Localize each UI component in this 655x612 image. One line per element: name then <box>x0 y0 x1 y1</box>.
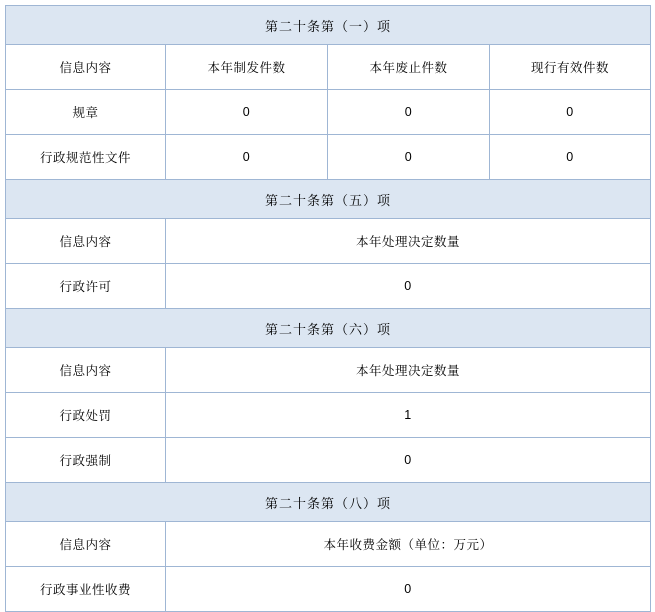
column-header-row-1 <box>6 45 651 90</box>
column-header-row-3 <box>6 348 651 393</box>
column-header-row-4 <box>6 522 651 567</box>
section-heading-1: 第二十条第（一）项 <box>6 6 651 45</box>
section-heading-row <box>6 180 651 219</box>
column-header-info-content-1: 信息内容 <box>6 45 166 90</box>
section-heading-row <box>6 483 651 522</box>
cell-regulations-issued: 0 <box>166 90 328 135</box>
column-header-fee-amount: 本年收费金额（单位：万元） <box>166 522 651 567</box>
table-row <box>6 393 651 438</box>
column-header-info-content-4: 信息内容 <box>6 522 166 567</box>
cell-regulations-abolished: 0 <box>328 90 490 135</box>
table-row <box>6 567 651 612</box>
row-label-administrative-coercion: 行政强制 <box>6 438 166 483</box>
row-label-administrative-fees: 行政事业性收费 <box>6 567 166 612</box>
section-heading-4: 第二十条第（八）项 <box>6 483 651 522</box>
section-heading-row <box>6 309 651 348</box>
section-heading-3: 第二十条第（六）项 <box>6 309 651 348</box>
column-header-decisions-count-2: 本年处理决定数量 <box>166 219 651 264</box>
table-row <box>6 90 651 135</box>
column-header-decisions-count-3: 本年处理决定数量 <box>166 348 651 393</box>
column-header-abolished-count: 本年废止件数 <box>328 45 490 90</box>
section-heading-row <box>6 6 651 45</box>
cell-regulations-effective: 0 <box>490 90 651 135</box>
statistics-table-document <box>0 5 655 597</box>
table-row <box>6 135 651 180</box>
cell-normative-effective: 0 <box>490 135 651 180</box>
row-label-regulations: 规章 <box>6 90 166 135</box>
table-row <box>6 264 651 309</box>
report-table <box>5 5 651 612</box>
cell-administrative-coercion-count: 0 <box>166 438 651 483</box>
row-label-normative-documents: 行政规范性文件 <box>6 135 166 180</box>
cell-administrative-license-count: 0 <box>166 264 651 309</box>
column-header-info-content-2: 信息内容 <box>6 219 166 264</box>
column-header-effective-count: 现行有效件数 <box>490 45 651 90</box>
column-header-issued-count: 本年制发件数 <box>166 45 328 90</box>
cell-normative-abolished: 0 <box>328 135 490 180</box>
column-header-info-content-3: 信息内容 <box>6 348 166 393</box>
cell-administrative-penalty-count: 1 <box>166 393 651 438</box>
row-label-administrative-license: 行政许可 <box>6 264 166 309</box>
row-label-administrative-penalty: 行政处罚 <box>6 393 166 438</box>
section-heading-2: 第二十条第（五）项 <box>6 180 651 219</box>
cell-administrative-fees-amount: 0 <box>166 567 651 612</box>
table-row <box>6 438 651 483</box>
cell-normative-issued: 0 <box>166 135 328 180</box>
column-header-row-2 <box>6 219 651 264</box>
